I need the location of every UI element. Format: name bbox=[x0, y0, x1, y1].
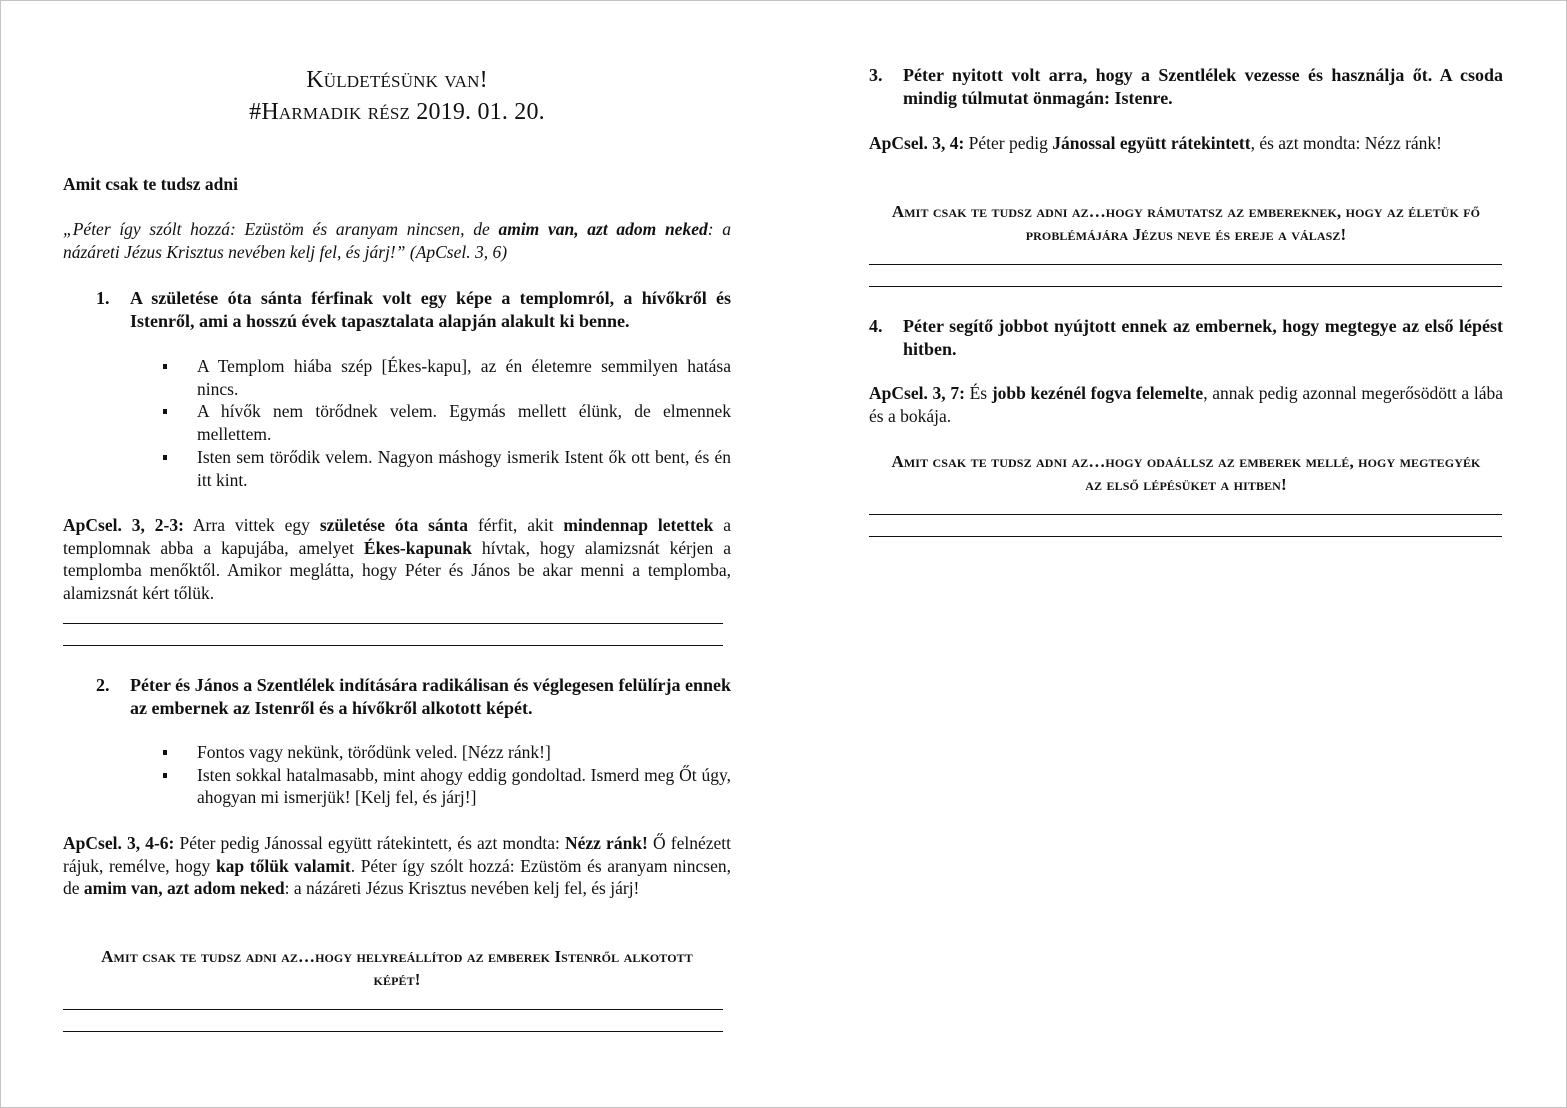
scripture-2 bbox=[63, 832, 731, 900]
scripture-text: Péter pedig bbox=[964, 133, 1053, 153]
bullet-square-icon bbox=[163, 750, 167, 755]
scripture-text: , és azt mondta: Nézz ránk! bbox=[1250, 133, 1443, 153]
scripture-ref: ApCsel. 3, 4-6: bbox=[63, 833, 175, 853]
scripture-text: a templomnak abba a kapujába, amelyet bbox=[63, 515, 731, 558]
bullet-text: A hívők nem törődnek velem. Egymás mellett élünk, de elmennek mellettem. bbox=[197, 401, 731, 445]
intro-quote bbox=[63, 218, 731, 263]
bullet-item bbox=[197, 446, 731, 491]
answer-line[interactable] bbox=[869, 286, 1502, 287]
document-title bbox=[63, 64, 731, 128]
scripture-3 bbox=[869, 132, 1503, 155]
scripture-ref: ApCsel. 3, 2-3: bbox=[63, 515, 184, 535]
intro-quote-bold: amim van, azt adom neked bbox=[498, 219, 708, 239]
point-2-bullets bbox=[197, 741, 731, 809]
bullet-text: A Templom hiába szép [Ékes-kapu], az én életemre semmilyen hatása nincs. bbox=[197, 356, 731, 399]
point-number: 1. bbox=[96, 288, 110, 308]
answer-line[interactable] bbox=[63, 1009, 723, 1010]
title-line-2: #Harmadik rész 2019. 01. 20. bbox=[249, 99, 545, 125]
scripture-bold: mindennap letettek bbox=[563, 515, 714, 535]
scripture-bold: kap tőlük valamit bbox=[215, 855, 351, 876]
scripture-text: férfit, akit bbox=[468, 515, 564, 535]
answer-line[interactable] bbox=[869, 264, 1502, 265]
scripture-ref: ApCsel. 3, 4: bbox=[869, 133, 965, 153]
intro-quote-text: „Péter így szólt hozzá: Ezüstöm és aranyam nincsen, de bbox=[63, 219, 499, 239]
scripture-bold: amim van, azt adom neked bbox=[83, 878, 285, 899]
point-number: 3. bbox=[869, 65, 883, 85]
answer-line[interactable] bbox=[63, 623, 723, 624]
scripture-text: , annak pedig azonnal megerősödött a lába és a bokája. bbox=[869, 383, 1503, 426]
answer-line[interactable] bbox=[63, 1031, 723, 1032]
point-number: 2. bbox=[96, 675, 110, 695]
scripture-4 bbox=[869, 382, 1503, 427]
callout-3: Amit csak te tudsz adni az…hogy rámutatsz az embereknek, hogy az életük fő problémájára Jézus neve és ereje a válasz! bbox=[891, 202, 1481, 244]
title-line-1: Küldetésünk van! bbox=[306, 67, 488, 93]
scripture-text: hívtak, hogy alamizsnát kérjen a templomba menőktől. Amikor meglátta, hogy Péter és János be akar menni a templomba, alamizsnát kért tőlük. bbox=[63, 537, 732, 604]
point-2 bbox=[96, 674, 731, 720]
scripture-bold: Ékes-kapunak bbox=[363, 537, 472, 558]
scripture-text: És bbox=[964, 383, 992, 403]
bullet-item bbox=[197, 741, 731, 764]
scripture-ref: ApCsel. 3, 7: bbox=[869, 383, 965, 403]
bullet-text: Isten sem törődik velem. Nagyon máshogy ismerik Istent ők ott bent, és én itt kint. bbox=[197, 446, 731, 490]
point-text: Péter és János a Szentlélek indítására radikálisan és véglegesen felülírja ennek az embernek az Istenről és a hívőkről alkotott képét. bbox=[130, 675, 731, 718]
scripture-text: . Péter így szólt hozzá: Ezüstöm és aranyam nincsen, de bbox=[63, 855, 731, 899]
bullet-square-icon bbox=[163, 455, 167, 460]
point-text: Péter nyitott volt arra, hogy a Szentlélek vezesse és használja őt. A csoda mindig túlmutat önmagán: Istenre. bbox=[903, 65, 1503, 108]
bullet-square-icon bbox=[163, 773, 167, 778]
section-heading: Amit csak te tudsz adni bbox=[63, 174, 239, 194]
point-text: A születése óta sánta férfinak volt egy képe a templomról, a hívőkről és Istenről, ami a hosszú évek tapasztalata alapján alakult ki benne. bbox=[130, 288, 731, 331]
bullet-item bbox=[197, 400, 731, 445]
point-3 bbox=[869, 64, 1503, 110]
callout-4: Amit csak te tudsz adni az…hogy odaállsz az emberek mellé, hogy megtegyék az első lépésüket a hitben! bbox=[891, 452, 1481, 494]
scripture-bold: születése óta sánta bbox=[319, 515, 469, 535]
scripture-text: : a názáreti Jézus Krisztus nevében kelj fel, és járj! bbox=[284, 878, 640, 899]
bullet-item bbox=[197, 355, 731, 400]
bullet-item bbox=[197, 764, 731, 809]
scripture-bold: jobb kezénél fogva felemelte bbox=[991, 383, 1204, 403]
bullet-text: Isten sokkal hatalmasabb, mint ahogy eddig gondoltad. Ismerd meg Őt úgy, ahogyan mi ismerjük! [Kelj fel, és járj!] bbox=[197, 764, 731, 808]
scripture-bold: Jánossal együtt rátekintett bbox=[1052, 133, 1251, 153]
point-4 bbox=[869, 315, 1503, 361]
intro-quote-text-end: : a názáreti Jézus Krisztus nevében kelj fel, és járj!” (ApCsel. 3, 6) bbox=[63, 219, 732, 262]
scripture-text: Arra vittek egy bbox=[183, 515, 320, 535]
answer-line[interactable] bbox=[869, 536, 1502, 537]
point-number: 4. bbox=[869, 316, 883, 336]
bullet-square-icon bbox=[163, 364, 167, 369]
point-text: Péter segítő jobbot nyújtott ennek az embernek, hogy megtegye az első lépést hitben. bbox=[903, 316, 1503, 359]
point-1 bbox=[96, 287, 731, 333]
bullet-text: Fontos vagy nekünk, törődünk veled. [Nézz ránk!] bbox=[197, 742, 551, 762]
callout-2: Amit csak te tudsz adni az…hogy helyreállítod az emberek Istenről alkotott képét! bbox=[101, 947, 693, 989]
answer-line[interactable] bbox=[869, 514, 1502, 515]
scripture-1 bbox=[63, 514, 731, 605]
point-1-bullets bbox=[197, 355, 731, 491]
scripture-bold: Nézz ránk! bbox=[565, 833, 648, 853]
bullet-square-icon bbox=[163, 409, 167, 414]
scripture-text: Péter pedig Jánossal együtt rátekintett, és azt mondta: bbox=[174, 833, 565, 853]
answer-line[interactable] bbox=[63, 645, 723, 646]
scripture-text: Ő felnézett rájuk, remélve, hogy bbox=[63, 833, 731, 876]
